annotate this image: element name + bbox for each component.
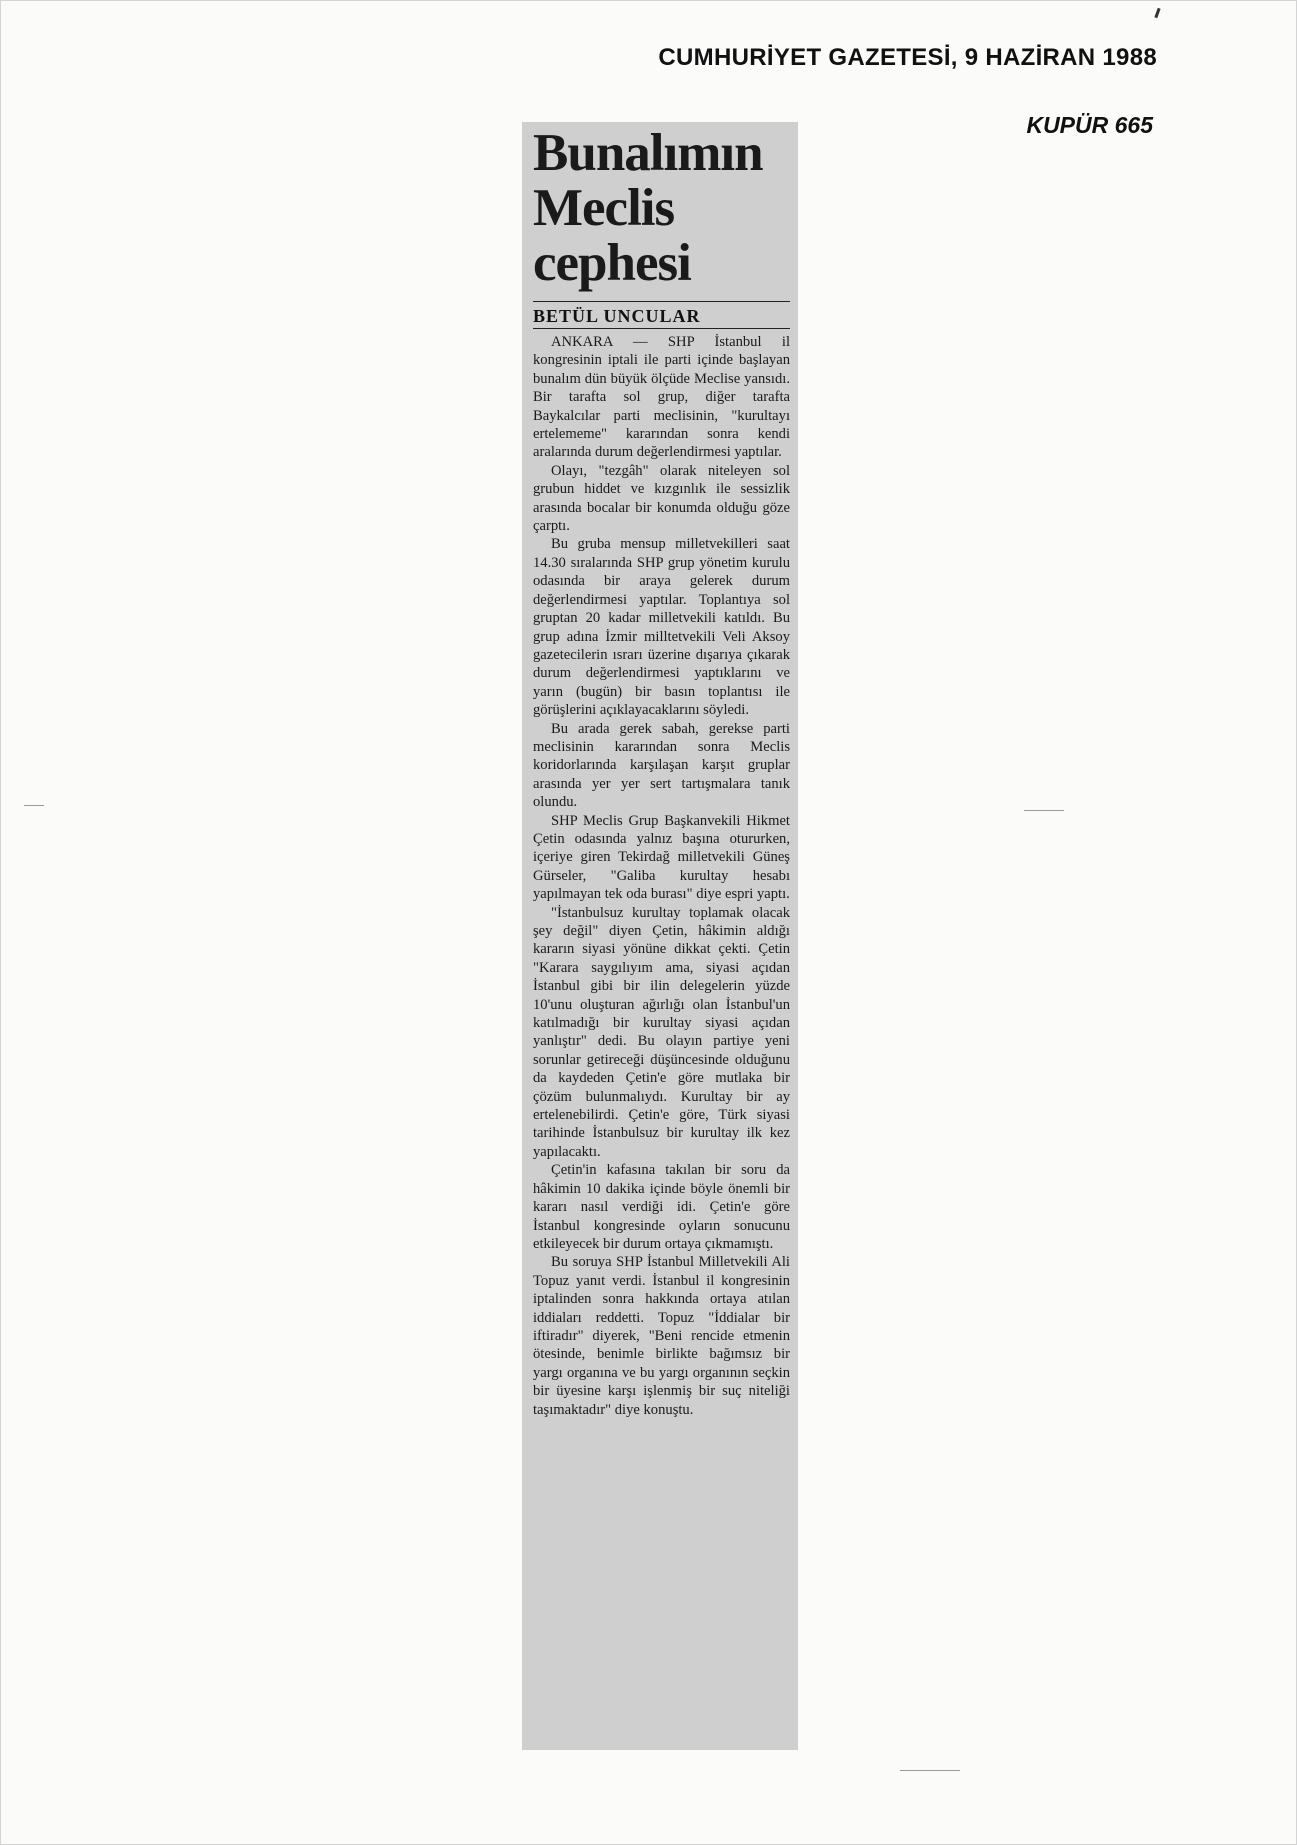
scan-artifact bbox=[1024, 810, 1064, 811]
headline-line: Bunalımın bbox=[533, 124, 763, 182]
article-paragraph: Çetin'in kafasına takılan bir soru da hâkimin 10 dakika içinde böyle önemli bir kararı nasıl verdiği idi. Çetin'e göre İstanbul kongresinde oyların sonucunu etkileyecek bir durum ortaya çıkmamıştı. bbox=[533, 1162, 790, 1252]
article-paragraph: SHP Meclis Grup Başkanvekili Hikmet Çetin odasında yalnız başına otururken, içeriye giren Tekirdağ milletvekili Güneş Gürseler, "Galiba kurultay hesabı yapılmayan tek oda burası" diye espri yaptı. bbox=[533, 812, 790, 903]
article-paragraph: Bu gruba mensup milletvekilleri saat 14.30 sıralarında SHP grup yönetim kurulu odasında bir araya gelerek durum değerlendirmesi yaptılar. Toplantıya sol gruptan 20 kadar milletvekili katıldı. Bu grup adına İzmir milltetvekili Veli Aksoy gazetecilerin ısrarı üzerine dışarıya çıkarak durum değerlendirmesi yaptıklarını ve yarın (bugün) bir basın toplantısı ile görüşlerini açıklayacaklarını söyledi. bbox=[533, 536, 790, 719]
headline-line: cephesi bbox=[533, 234, 691, 292]
headline-line: Meclis bbox=[533, 179, 675, 237]
scan-artifact bbox=[24, 805, 44, 806]
clipping-number: KUPÜR 665 bbox=[1026, 112, 1153, 138]
newspaper-source-date: CUMHURİYET GAZETESİ, 9 HAZİRAN 1988 bbox=[658, 44, 1157, 71]
article-paragraph: Bu arada gerek sabah, gerekse parti meclisinin kararından sonra Meclis koridorlarında karşılaşan karşıt gruplar arasında yer yer sert tartışmalara tanık olundu. bbox=[533, 720, 790, 811]
article-paragraph: "İstanbulsuz kurultay toplamak olacak şey değil" diyen Çetin, hâkimin aldığı kararın siyasi yönüne dikkat çekti. Çetin "Karara saygılıyım ama, siyasi açıdan İstanbul gibi bir ilin delegelerin yüzde 10'unu oluşturan ağırlığı olan İstanbul'un katılmadığı bir kurultay siyasi açıdan yanlıştır" dedi. Bu olayın partiye yeni sorunlar getireceği düşüncesinde olduğunu da kaydeden Çetin'e göre mutlaka bir çözüm bulunmalıydı. Kurultay bir ay ertelenebilirdi. Çetin'e göre, Türk siyasi tarihinde İstanbulsuz bir kurultay ilk kez yapılacaktı. bbox=[533, 904, 790, 1160]
article-paragraph: ANKARA — SHP İstanbul il kongresinin iptali ile parti içinde başlayan bunalım dün büyük ölçüde Meclise yansıdı. Bir tarafta sol grup, diğer tarafta Baykalcılar parti meclisinin, "kurultayı ertelememe" kararından sonra kendi aralarında durum değerlendirmesi yaptılar. bbox=[533, 334, 790, 461]
newspaper-clipping bbox=[522, 122, 798, 1750]
article-byline: BETÜL UNCULAR bbox=[533, 301, 790, 329]
article-headline bbox=[533, 126, 790, 291]
article-paragraph: Olayı, "tezgâh" olarak niteleyen sol grubun hiddet ve kızgınlık ile sessizlik arasında bocalar bir konumda olduğu göze çarptı. bbox=[533, 462, 790, 535]
scan-artifact bbox=[900, 1770, 960, 1771]
article-body bbox=[533, 333, 790, 1419]
article-paragraph: Bu soruya SHP İstanbul Milletvekili Ali Topuz yanıt verdi. İstanbul il kongresinin iptalinden sonra hakkında ortaya atılan iddiaları reddetti. Topuz "İddialar bir iftiradır" diyerek, "Beni rencide etmenin ötesinde, benimle birlikte bağımsız bir yargı organına ve bu yargı organının seçkin bir üyesine karşı işlenmiş bir suç niteliği taşımaktadır" diye konuştu. bbox=[533, 1254, 790, 1418]
